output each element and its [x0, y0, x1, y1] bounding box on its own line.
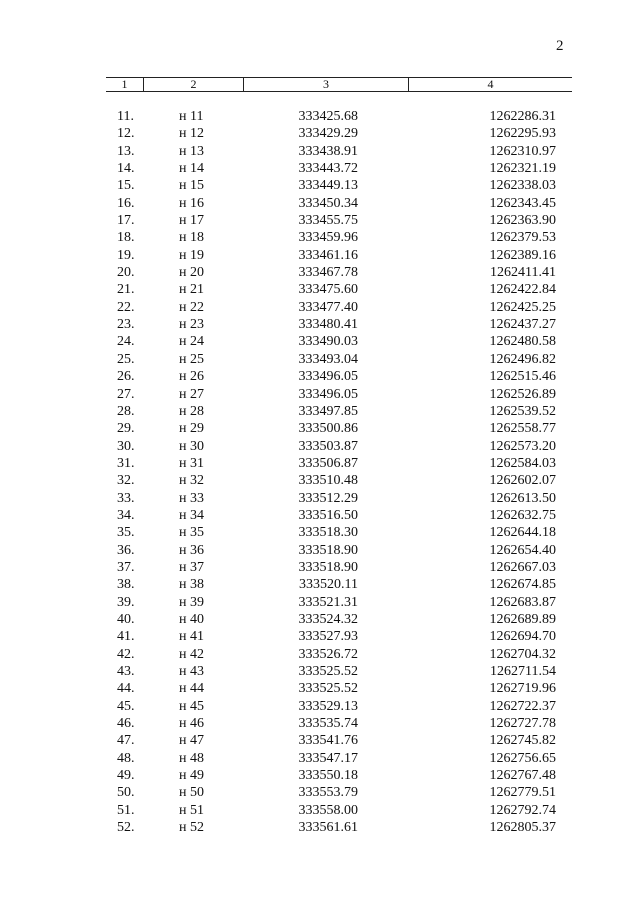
row-number: 11.: [117, 109, 134, 124]
table-row: [0, 125, 639, 142]
table-row: [0, 177, 639, 194]
coordinate-y: 1262321.19: [489, 161, 556, 177]
table-row: [0, 715, 639, 732]
row-number: 51.: [117, 802, 135, 818]
coordinate-y: 1262584.03: [489, 455, 556, 471]
table-row: [0, 767, 639, 784]
point-name: н 14: [179, 161, 204, 177]
table-row: [0, 455, 639, 472]
coordinate-y: 1262654.40: [489, 542, 556, 558]
row-number: 38.: [117, 577, 135, 593]
point-name: н 27: [179, 386, 204, 402]
point-name: н 26: [179, 369, 204, 385]
coordinate-y: 1262704.32: [489, 646, 556, 662]
point-name: н 21: [179, 282, 204, 298]
column-header-2: 2: [190, 77, 197, 91]
coordinate-y: 1262286.31: [489, 109, 556, 124]
point-name: н 23: [179, 317, 204, 333]
table-row: [0, 247, 639, 264]
row-number: 42.: [117, 646, 135, 662]
coordinate-y: 1262767.48: [489, 768, 556, 784]
table-row: [0, 524, 639, 541]
coordinate-x: 333461.16: [298, 247, 358, 263]
table-row: [0, 438, 639, 455]
coordinate-y: 1262310.97: [489, 143, 556, 159]
point-name: н 19: [179, 247, 204, 263]
row-number: 35.: [117, 525, 135, 541]
coordinate-y: 1262711.54: [490, 664, 556, 679]
table-row: [0, 212, 639, 229]
point-name: н 30: [179, 438, 204, 454]
coordinate-y: 1262727.78: [489, 716, 556, 732]
coordinate-y: 1262792.74: [489, 802, 556, 818]
coordinate-x: 333520.11: [299, 577, 358, 593]
table-row: [0, 403, 639, 420]
table-row: [0, 490, 639, 507]
row-number: 24.: [117, 334, 135, 350]
table-row: [0, 594, 639, 611]
point-name: н 32: [179, 473, 204, 489]
coordinate-y: 1262526.89: [489, 386, 556, 402]
coordinate-y: 1262496.82: [489, 351, 556, 367]
row-number: 40.: [117, 611, 135, 627]
column-header-3: 3: [323, 77, 329, 91]
coordinate-x: 333480.41: [298, 317, 358, 333]
coordinate-y: 1262480.58: [489, 334, 556, 350]
coordinate-x: 333547.17: [298, 750, 358, 766]
point-name: н 18: [179, 230, 204, 246]
row-number: 34.: [117, 507, 135, 523]
row-number: 16.: [117, 195, 135, 211]
point-name: н 43: [179, 664, 204, 679]
coordinate-y: 1262437.27: [489, 317, 556, 333]
point-name: н 36: [179, 542, 204, 558]
point-name: н 33: [179, 490, 204, 506]
coordinate-x: 333521.31: [298, 594, 358, 610]
point-name: н 29: [179, 421, 204, 437]
table-row: [0, 559, 639, 576]
table-row: [0, 732, 639, 749]
coordinate-x: 333429.29: [298, 126, 358, 142]
coordinate-x: 333541.76: [298, 733, 358, 749]
point-name: н 24: [179, 334, 204, 350]
row-number: 30.: [117, 438, 135, 454]
page-number: 2: [556, 38, 564, 54]
coordinate-y: 1262674.85: [489, 577, 556, 593]
column-header-1: 1: [121, 77, 128, 91]
table-header: [106, 77, 572, 92]
table-row: [0, 316, 639, 333]
table-row: [0, 351, 639, 368]
row-number: 46.: [117, 716, 135, 732]
coordinate-x: 333490.03: [298, 334, 358, 350]
coordinate-x: 333518.30: [298, 525, 358, 541]
point-name: н 40: [179, 611, 204, 627]
table-row: [0, 507, 639, 524]
point-name: н 20: [179, 265, 204, 281]
coordinate-x: 333455.75: [298, 213, 358, 229]
row-number: 43.: [117, 664, 135, 679]
table-row: [0, 663, 639, 680]
table-row: [0, 264, 639, 281]
coordinate-x: 333553.79: [298, 785, 358, 801]
point-name: н 52: [179, 820, 204, 836]
row-number: 50.: [117, 785, 135, 801]
point-name: н 28: [179, 403, 204, 419]
coordinate-x: 333475.60: [298, 282, 358, 298]
coordinate-x: 333535.74: [298, 716, 358, 732]
row-number: 18.: [117, 230, 135, 246]
coordinate-x: 333512.29: [298, 490, 358, 506]
table-row: [0, 299, 639, 316]
point-name: н 42: [179, 646, 204, 662]
point-name: н 50: [179, 785, 204, 801]
coordinate-x: 333425.68: [298, 109, 358, 124]
point-name: н 31: [179, 455, 204, 471]
row-number: 47.: [117, 733, 135, 749]
row-number: 17.: [117, 213, 135, 229]
table-row: [0, 802, 639, 819]
point-name: н 17: [179, 213, 204, 229]
row-number: 13.: [117, 143, 135, 159]
coordinate-x: 333518.90: [298, 559, 358, 575]
point-name: н 38: [179, 577, 204, 593]
row-number: 33.: [117, 490, 135, 506]
table-body: [0, 108, 639, 836]
row-number: 26.: [117, 369, 135, 385]
table-row: [0, 333, 639, 350]
row-number: 31.: [117, 455, 135, 471]
point-name: н 35: [179, 525, 204, 541]
point-name: н 51: [179, 802, 204, 818]
coordinate-x: 333438.91: [298, 143, 358, 159]
point-name: н 37: [179, 559, 204, 575]
table-row: [0, 281, 639, 298]
row-number: 25.: [117, 351, 135, 367]
coordinate-y: 1262295.93: [489, 126, 556, 142]
table-row: [0, 750, 639, 767]
coordinate-y: 1262667.03: [489, 559, 556, 575]
table-row: [0, 611, 639, 628]
row-number: 36.: [117, 542, 135, 558]
row-number: 32.: [117, 473, 135, 489]
row-number: 49.: [117, 768, 135, 784]
point-name: н 15: [179, 178, 204, 194]
coordinate-x: 333450.34: [298, 195, 358, 211]
coordinate-y: 1262389.16: [489, 247, 556, 263]
coordinate-x: 333467.78: [298, 265, 358, 281]
coordinate-y: 1262613.50: [489, 490, 556, 506]
row-number: 27.: [117, 386, 135, 402]
coordinate-x: 333558.00: [298, 802, 358, 818]
table-row: [0, 784, 639, 801]
row-number: 44.: [117, 681, 135, 697]
row-number: 48.: [117, 750, 135, 766]
coordinate-x: 333529.13: [298, 698, 358, 714]
row-number: 37.: [117, 559, 135, 575]
coordinate-y: 1262539.52: [489, 403, 556, 419]
coordinate-y: 1262683.87: [489, 594, 556, 610]
point-name: н 22: [179, 299, 204, 315]
row-number: 28.: [117, 403, 135, 419]
table-row: [0, 472, 639, 489]
table-row: [0, 160, 639, 177]
coordinate-x: 333510.48: [298, 473, 358, 489]
table-row: [0, 143, 639, 160]
table-row: [0, 646, 639, 663]
coordinate-x: 333503.87: [298, 438, 358, 454]
coordinate-y: 1262694.70: [489, 629, 556, 645]
coordinate-x: 333524.32: [298, 611, 358, 627]
coordinate-y: 1262632.75: [489, 507, 556, 523]
table-row: [0, 368, 639, 385]
table-row: [0, 195, 639, 212]
coordinate-x: 333443.72: [298, 161, 358, 177]
point-name: н 34: [179, 507, 204, 523]
coordinate-y: 1262602.07: [489, 473, 556, 489]
table-row: [0, 386, 639, 403]
coordinate-x: 333500.86: [298, 421, 358, 437]
coordinate-y: 1262719.96: [489, 681, 556, 697]
coordinate-x: 333550.18: [298, 768, 358, 784]
coordinate-x: 333506.87: [298, 455, 358, 471]
table-row: [0, 698, 639, 715]
coordinate-x: 333496.05: [298, 369, 358, 385]
point-name: н 47: [179, 733, 204, 749]
row-number: 14.: [117, 161, 135, 177]
coordinate-x: 333516.50: [298, 507, 358, 523]
coordinate-x: 333518.90: [298, 542, 358, 558]
coordinate-y: 1262573.20: [489, 438, 556, 454]
row-number: 52.: [117, 820, 135, 836]
point-name: н 12: [179, 126, 204, 142]
row-number: 45.: [117, 698, 135, 714]
row-number: 29.: [117, 421, 135, 437]
coordinate-y: 1262515.46: [489, 369, 556, 385]
coordinate-y: 1262379.53: [489, 230, 556, 246]
row-number: 19.: [117, 247, 135, 263]
point-name: н 44: [179, 681, 204, 697]
coordinate-y: 1262343.45: [489, 195, 556, 211]
point-name: н 49: [179, 768, 204, 784]
coordinate-x: 333459.96: [298, 230, 358, 246]
table-row: [0, 576, 639, 593]
coordinate-x: 333493.04: [298, 351, 358, 367]
coordinate-y: 1262411.41: [490, 265, 556, 281]
coordinate-y: 1262689.89: [489, 611, 556, 627]
table-row: [0, 628, 639, 645]
coordinate-x: 333496.05: [298, 386, 358, 402]
row-number: 20.: [117, 265, 135, 281]
point-name: н 45: [179, 698, 204, 714]
point-name: н 39: [179, 594, 204, 610]
row-number: 41.: [117, 629, 135, 645]
table-row: [0, 680, 639, 697]
row-number: 15.: [117, 178, 135, 194]
point-name: н 41: [179, 629, 204, 645]
column-header-4: 4: [487, 77, 494, 91]
coordinate-x: 333526.72: [298, 646, 358, 662]
coordinate-y: 1262425.25: [489, 299, 556, 315]
row-number: 12.: [117, 126, 135, 142]
table-row: [0, 420, 639, 437]
coordinate-x: 333525.52: [298, 664, 358, 679]
coordinate-x: 333525.52: [298, 681, 358, 697]
table-row: [0, 108, 639, 125]
coordinate-y: 1262722.37: [489, 698, 556, 714]
coordinate-y: 1262363.90: [489, 213, 556, 229]
point-name: н 46: [179, 716, 204, 732]
coordinate-y: 1262422.84: [489, 282, 556, 298]
point-name: н 25: [179, 351, 204, 367]
table-row: [0, 229, 639, 246]
coordinate-y: 1262338.03: [489, 178, 556, 194]
coordinate-x: 333561.61: [298, 820, 358, 836]
row-number: 39.: [117, 594, 135, 610]
point-name: н 48: [179, 750, 204, 766]
point-name: н 13: [179, 143, 204, 159]
point-name: н 16: [179, 195, 204, 211]
row-number: 23.: [117, 317, 135, 333]
point-name: н 11: [179, 109, 204, 124]
coordinate-x: 333527.93: [298, 629, 358, 645]
coordinate-y: 1262745.82: [489, 733, 556, 749]
coordinate-x: 333477.40: [298, 299, 358, 315]
table-row: [0, 542, 639, 559]
coordinate-y: 1262558.77: [489, 421, 556, 437]
row-number: 21.: [117, 282, 135, 298]
coordinate-y: 1262805.37: [489, 820, 556, 836]
coordinate-x: 333449.13: [298, 178, 358, 194]
table-row: [0, 819, 639, 836]
coordinate-y: 1262756.65: [489, 750, 556, 766]
coordinate-x: 333497.85: [298, 403, 358, 419]
coordinate-y: 1262779.51: [489, 785, 556, 801]
row-number: 22.: [117, 299, 135, 315]
coordinate-y: 1262644.18: [489, 525, 556, 541]
